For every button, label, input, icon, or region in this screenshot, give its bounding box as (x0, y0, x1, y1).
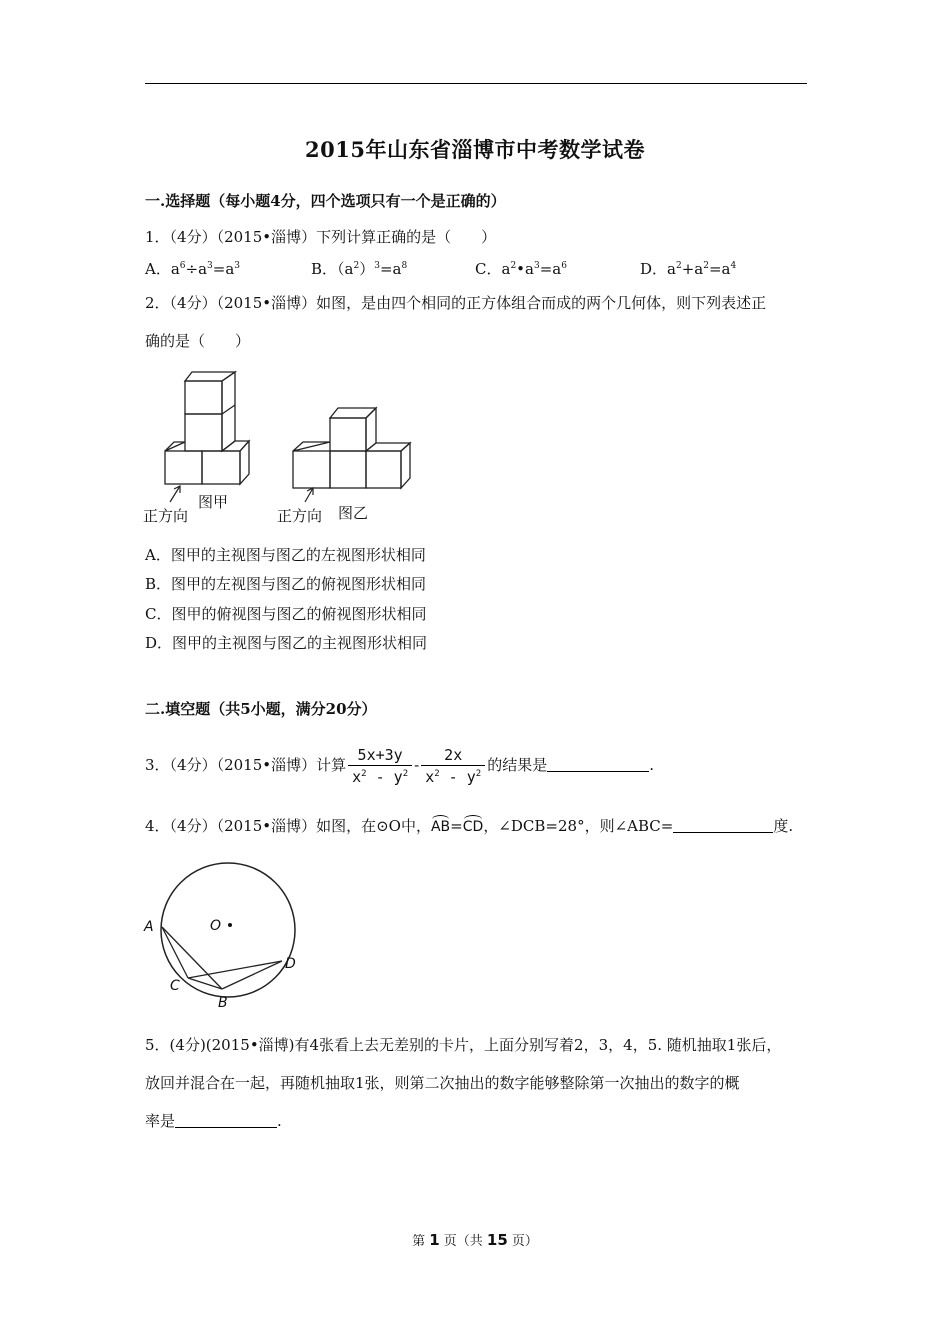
q2-stem-line1: 2．（4分）（2015•淄博）如图，是由四个相同的正方体组合而成的两个几何体，则下列表述正 (145, 294, 767, 312)
q3-fraction-2: $\frac{2x}{x^2 - y^2}$ (421, 745, 485, 788)
fig-jia-front-label: 正方向 (143, 507, 189, 525)
label-b: B (218, 995, 228, 1011)
fig-yi-front-label: 正方向 (277, 507, 323, 525)
fig-yi-name: 图乙 (338, 504, 369, 522)
q5-line3: 率是 . (145, 1112, 282, 1130)
q2-cube-figure (140, 368, 430, 528)
header-rule (145, 83, 807, 84)
q3-suffix: 的结果是 (487, 756, 548, 774)
label-a: A (144, 919, 154, 935)
q4-arc-cd: CD (463, 815, 484, 835)
q4-prefix: 4．（4分）（2015•淄博）如图，在⊙O中， (145, 817, 431, 835)
q3-answer-blank (547, 756, 649, 772)
q3-prefix: 3．（4分）（2015•淄博）计算 (145, 756, 347, 774)
q1-option-b: B．$(a^2)^3=a^8$ (311, 260, 408, 278)
q3-fraction-1: $\frac{5x+3y}{x^2 - y^2}$ (348, 745, 412, 788)
q1-stem: 1．（4分）（2015•淄博）下列计算正确的是（ ） (145, 228, 497, 246)
q5-line1: 5．(4分)(2015•淄博)有4张看上去无差别的卡片，上面分别写着2，3，4，5. 随机抽取1张后， (145, 1036, 782, 1054)
figure-jia-cubes (165, 372, 249, 484)
q5-line2: 放回并混合在一起，再随机抽取1张，则第二次抽出的数字能够整除第一次抽出的数字的概 (145, 1074, 740, 1092)
q1-option-d: D．$a^2+a^2=a^4$ (640, 260, 737, 278)
section1-heading: 一.选择题（每小题4分，四个选项只有一个是正确的） (145, 192, 506, 210)
center-dot (228, 923, 232, 927)
q4-line: 4．（4分）（2015•淄博）如图，在⊙O中，AB=CD，∠DCB=28°，则∠ABC= 度. (145, 817, 794, 835)
q5-answer-blank (175, 1112, 277, 1128)
footer-page-number: 1 (429, 1231, 440, 1249)
page-title: 2015年山东省淄博市中考数学试卷 (305, 137, 645, 162)
footer-total-pages: 15 (486, 1231, 508, 1249)
label-o: O (210, 918, 222, 934)
q2-option-d: D．图甲的主视图与图乙的主视图形状相同 (145, 634, 428, 652)
figure-yi-cubes (293, 408, 410, 488)
q4-middle: ，∠DCB=28°，则∠ABC= (483, 817, 674, 835)
q2-option-a: A．图甲的主视图与图乙的左视图形状相同 (145, 546, 426, 564)
circle-o (161, 863, 295, 997)
q2-stem-line2: 确的是（ ） (145, 332, 251, 350)
q3-line: 3．（4分）（2015•淄博）计算 $\frac{5x+3y}{x^2 - y^2}$ - $\frac{2x}{x^2 - y^2}$ 的结果是 . (145, 745, 654, 786)
label-d: D (285, 956, 296, 972)
fig-jia-name: 图甲 (198, 493, 229, 511)
label-c: C (170, 978, 180, 994)
q4-answer-blank (673, 817, 773, 833)
q4-circle-figure (138, 855, 308, 1015)
page-footer: 第 1 页（共 15 页） (412, 1231, 538, 1249)
section2-heading: 二.填空题（共5小题，满分20分） (145, 700, 377, 718)
q1-options (145, 258, 785, 278)
q3-minus: - (414, 756, 420, 774)
q2-option-c: C．图甲的俯视图与图乙的俯视图形状相同 (145, 605, 427, 623)
q4-arc-ab: AB (431, 815, 450, 835)
q1-option-c: C．$a^2•a^3=a^6$ (475, 260, 567, 278)
chords (162, 927, 282, 989)
q2-option-b: B．图甲的左视图与图乙的俯视图形状相同 (145, 575, 427, 593)
front-arrows (170, 486, 313, 502)
q1-option-a: A．$a^6\div a^3=a^3$ (145, 260, 241, 278)
